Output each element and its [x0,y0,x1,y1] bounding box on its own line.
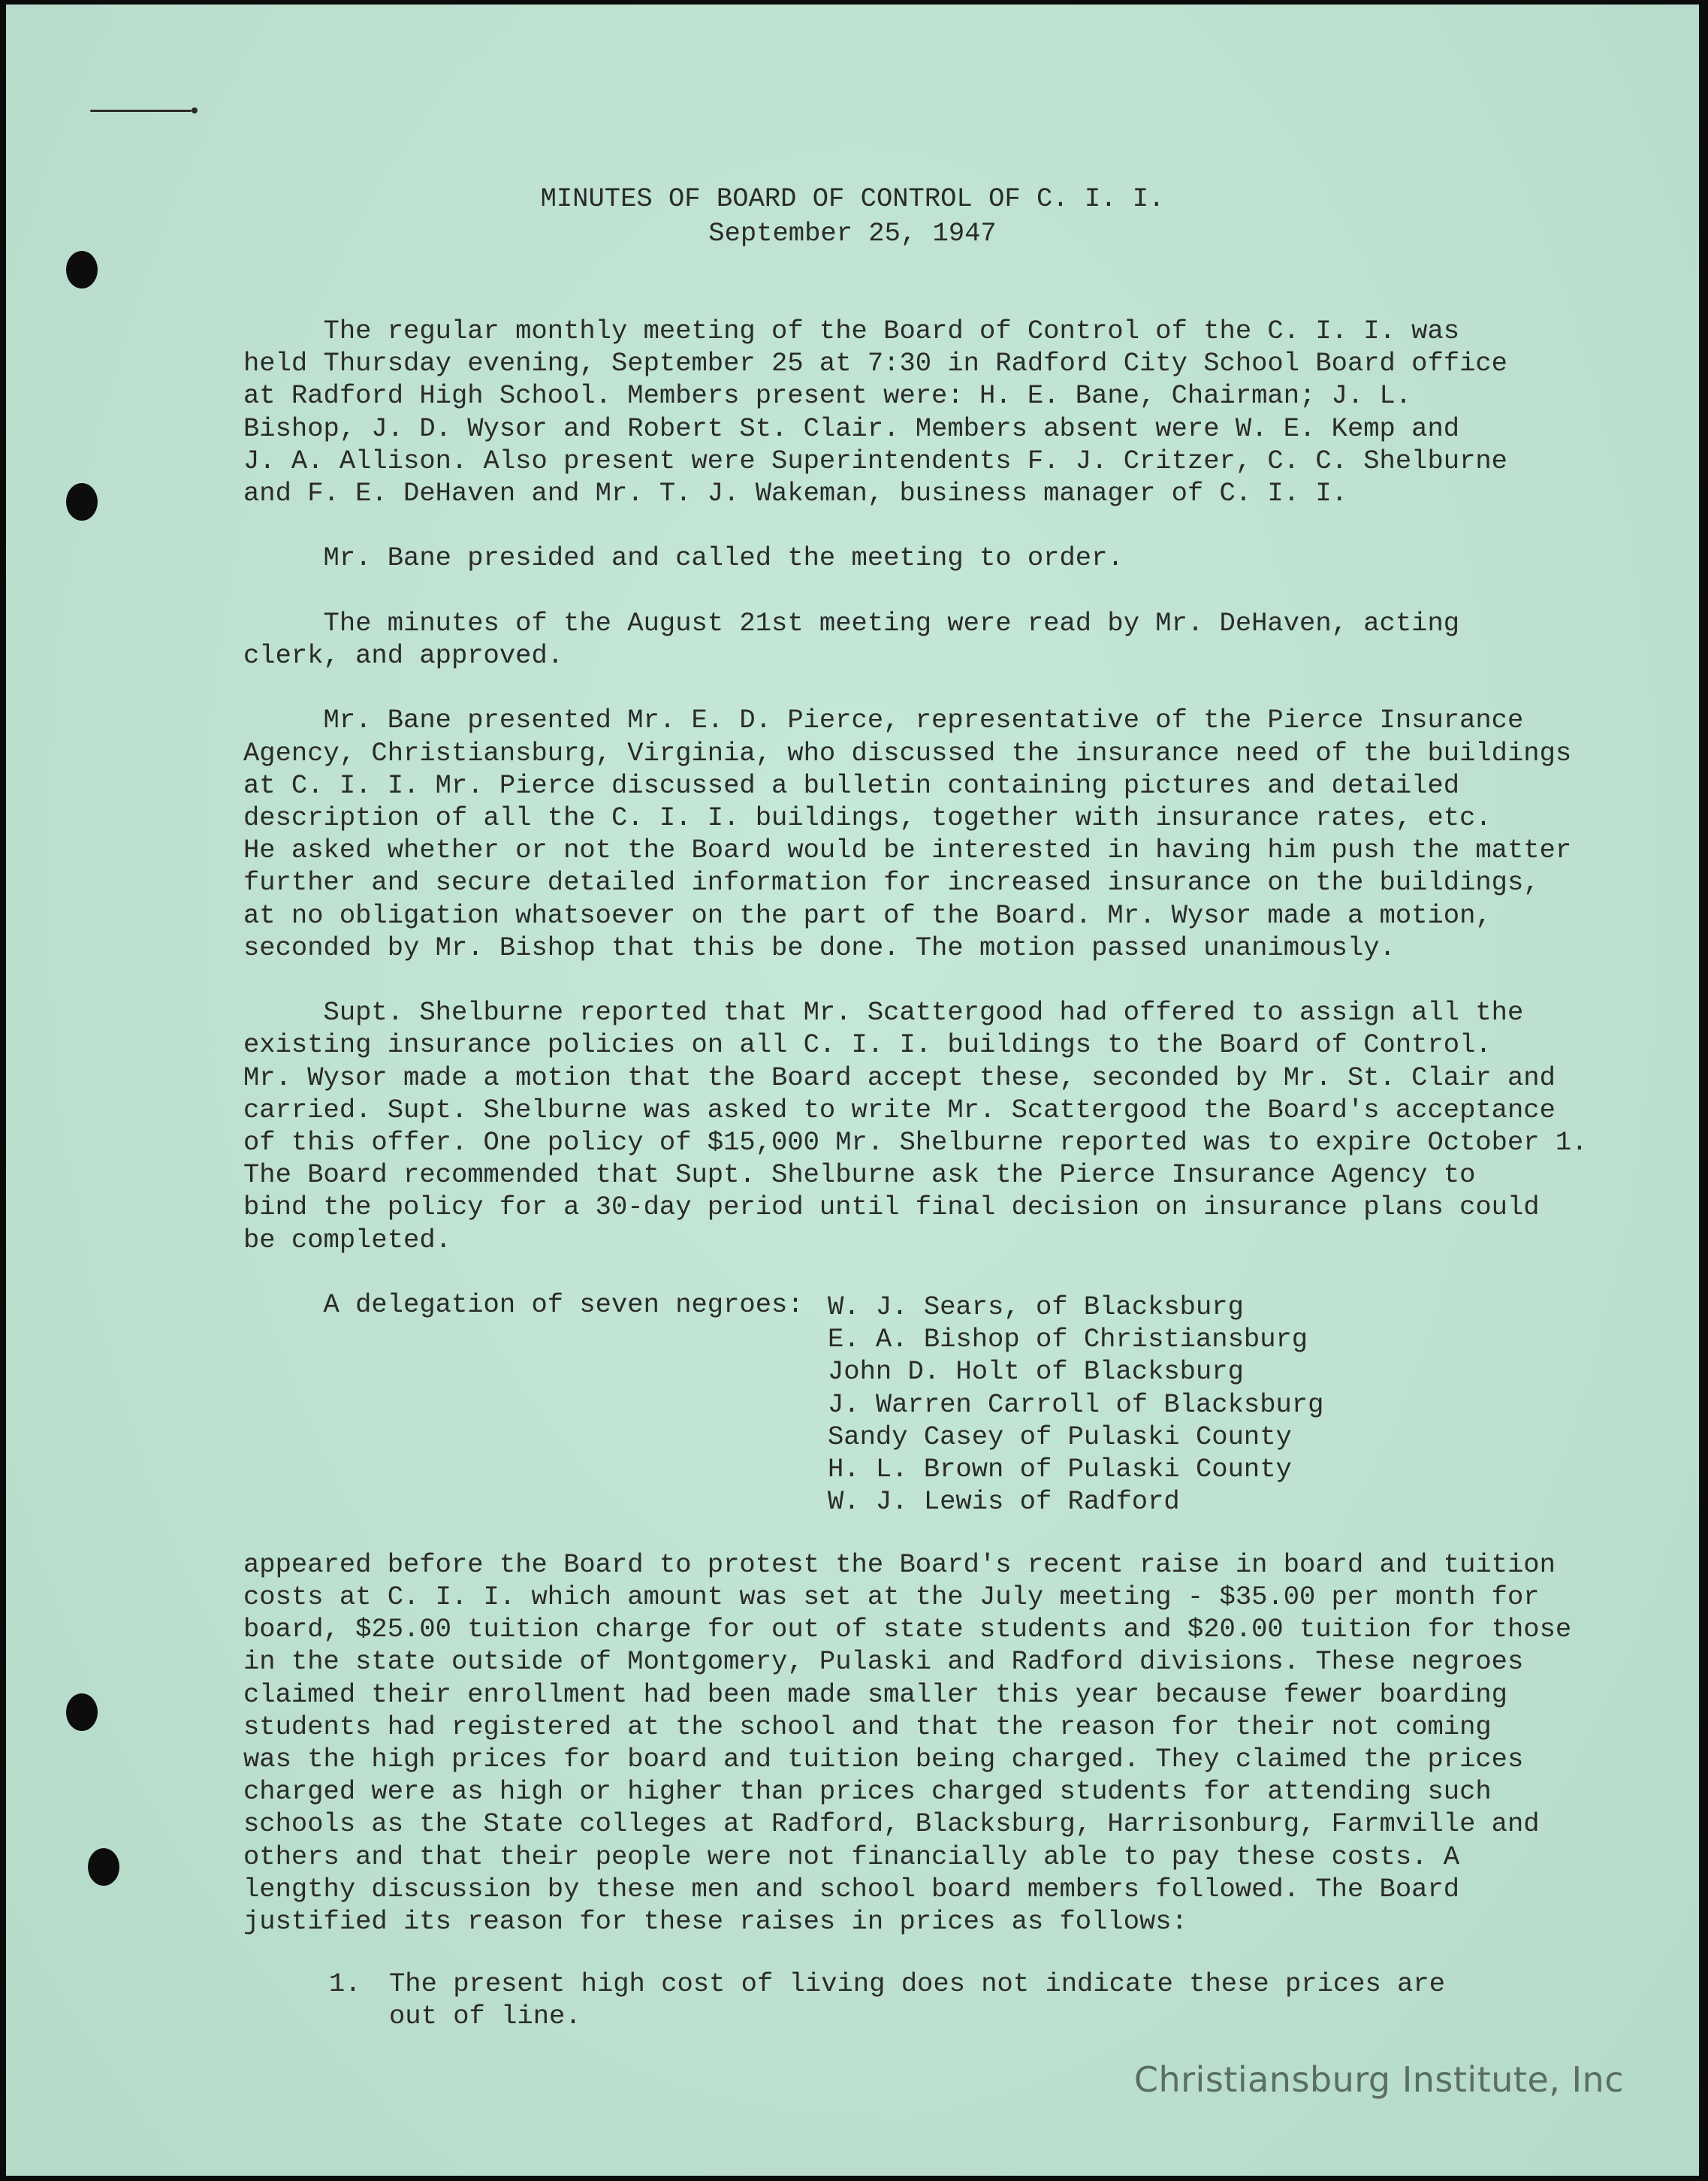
watermark: Christiansburg Institute, Inc [1133,2059,1624,2100]
punch-hole-1 [66,251,98,288]
punch-hole-3 [66,1693,98,1731]
punch-hole-4 [88,1848,119,1886]
list-item-text: The present high cost of living does not indicate these prices are out of line. [389,1968,1446,2032]
margin-pen-mark [90,110,192,112]
delegation-list: W. J. Sears, of Blacksburg E. A. Bishop of Christiansburg John D. Holt of Blacksburg J. Warren Carroll of Blacksburg Sandy Casey of Pulaski County H. L. Brown of Pulaski County W. J. Lewis of Radford [828,1291,1324,1518]
document-page [6,5,1699,2176]
list-item-number: 1. [329,1968,361,1999]
document-title: MINUTES OF BOARD OF CONTROL OF C. I. I. September 25, 1947 [540,183,1165,249]
minutes-body: The regular monthly meeting of the Board of Control of the C. I. I. was held Thursday evening, September 25 at 7:30 in Radford City School Board office at Radford High School. Members present were: H. E. Bane, Chairman; J. L. Bishop, J. D. Wysor and Robert St. Clair. Members absent were W. E. Kemp and J. A. Allison. Also present were Superintendents F. J. Critzer, C. C. Shelburne and F. E. DeHaven and Mr. T. J. Wakeman, business manager of C. I. I. Mr. Bane presided and called the meeting to order. The minutes of the August 21st meeting were read by Mr. DeHaven, acting clerk, and approved. Mr. Bane presented Mr. E. D. Pierce, representative of the Pierce Insurance Agency, Christiansburg, Virginia, who discussed the insurance need of the buildings at C. I. I. Mr. Pierce discussed a bulletin containing pictures and detailed description of all the C. I. I. buildings, together with insurance rates, etc. He asked whether or not the Board would be interested in having him push the matter further and secure detailed information for increased insurance on the buildings, at no obligation whatsoever on the part of the Board. Mr. Wysor made a motion, seconded by Mr. Bishop that this be done. The motion passed unanimously. Supt. Shelburne reported that Mr. Scattergood had offered to assign all the existing insurance policies on all C. I. I. buildings to the Board of Control. Mr. Wysor made a motion that the Board accept these, seconded by Mr. St. Clair and carried. Supt. Shelburne was asked to write Mr. Scattergood the Board's acceptance of this offer. One policy of $15,000 Mr. Shelburne reported was to expire October 1. The Board recommended that Supt. Shelburne ask the Pierce Insurance Agency to bind the policy for a 30-day period until final decision on insurance plans could be completed. A delegation of seven negroes: appeared before the Board to protest the Board's recent raise in board and tuition costs at C. I. I. which amount was set at the July meeting - $35.00 per month for board, $25.00 tuition charge for out of state students and $20.00 tuition for those in the state outside of Montgomery, Pulaski and Radford divisions. These negroes claimed their enrollment had been made smaller this year because fewer boarding students had registered at the school and that the reason for their not coming was the high prices for board and tuition being charged. They claimed the prices charged were as high or higher than prices charged students for attending such schools as the State colleges at Radford, Blacksburg, Harrisonburg, Farmville and others and that their people were not financially able to pay these costs. A lengthy discussion by these men and school board members followed. The Board justified its reason for these raises in prices as follows: [243,316,1588,1937]
punch-hole-2 [66,483,98,521]
